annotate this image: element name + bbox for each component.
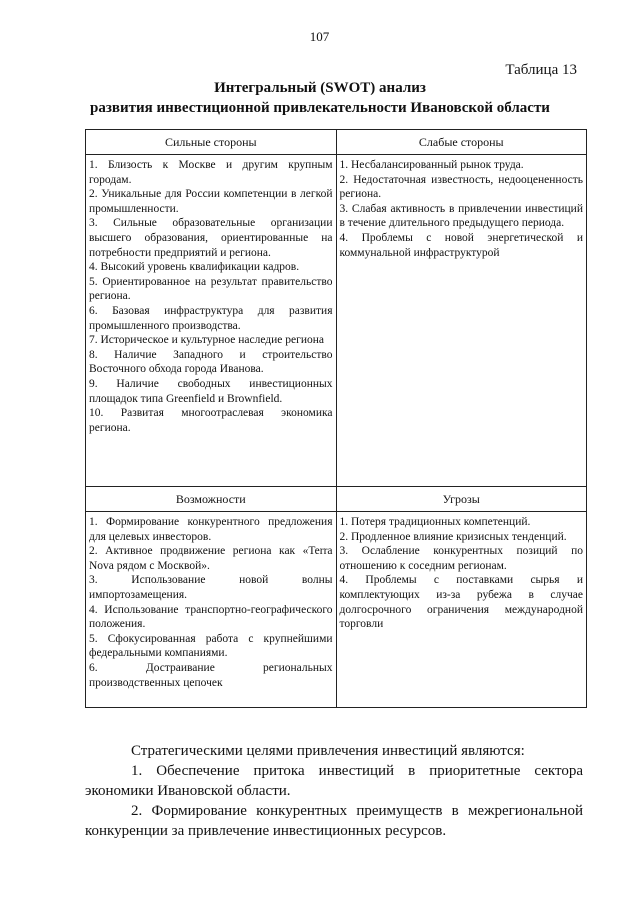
strength-item: 8. Наличие Западного и строительство Восточного обхода города Иванова. <box>89 348 333 376</box>
strength-item: 1. Близость к Москве и другим крупным городам. <box>89 159 333 186</box>
weakness-item: 3. Слабая активность в привлечении инвестиций в течение длительного предыдущего периода. <box>339 202 583 230</box>
strength-item: 6. Базовая инфраструктура для развития промышленного производства. <box>89 304 333 332</box>
threat-item: 3. Ослабление конкурентных позиций по отношению к соседним регионам. <box>339 545 583 572</box>
swot-header-row-bottom <box>86 487 587 512</box>
threat-item: 2. Продленное влияние кризисных тенденций. <box>339 530 567 543</box>
title-line-2: развития инвестиционной привлекательности Ивановской области <box>90 100 550 116</box>
title-line-1: Интегральный (SWOT) анализ <box>214 80 426 96</box>
weaknesses-cell <box>336 155 587 487</box>
opportunity-item: 5. Сфокусированная работа с крупнейшими федеральными компаниями. <box>89 632 333 660</box>
opportunity-item: 2. Активное продвижение региона как «Terra Nova рядом с Москвой». <box>89 545 333 572</box>
swot-content-row-top <box>86 155 587 487</box>
opportunity-item: 3. Использование новой волны импортозамещения. <box>89 574 333 601</box>
opportunity-item: 6. Достраивание региональных производственных цепочек <box>89 661 333 689</box>
page-number: 107 <box>309 29 330 44</box>
strength-item: 4. Высокий уровень квалификации кадров. <box>89 261 300 274</box>
threat-item: 4. Проблемы с поставками сырья и комплектующих из-за рубежа в случае долгосрочного ограничения международной торговли <box>339 574 583 631</box>
weakness-item: 4. Проблемы с новой энергетической и коммунальной инфраструктурой <box>339 231 583 259</box>
goal-paragraph: 1. Обеспечение притока инвестиций в приоритетные сектора экономики Ивановской области. <box>85 763 583 799</box>
weakness-item: 1. Несбалансированный рынок труда. <box>339 159 524 171</box>
strength-item: 3. Сильные образовательные организации высшего образования, ориентированные на потребности предприятий и региона. <box>89 217 333 259</box>
strength-item: 9. Наличие свободных инвестиционных площадок типа Greenfield и Brownfield. <box>89 377 333 405</box>
strengths-cell <box>86 155 337 487</box>
opportunities-cell <box>86 512 337 708</box>
strength-item: 10. Развитая многоотраслевая экономика региона. <box>89 407 333 434</box>
swot-header-row-top <box>86 130 587 155</box>
weakness-item: 2. Недостаточная известность, недооцененность региона. <box>339 173 583 201</box>
strength-item: 5. Ориентированное на результат правительство региона. <box>89 275 333 303</box>
strength-item: 7. Историческое и культурное наследие региона <box>89 334 325 347</box>
weaknesses-header: Слабые стороны <box>336 130 587 155</box>
swot-table <box>85 129 587 708</box>
opportunities-header: Возможности <box>86 487 337 512</box>
goals-intro: Стратегическими целями привлечения инвестиций являются: <box>131 743 525 759</box>
strength-item: 2. Уникальные для России компетенции в легкой промышленности. <box>89 188 333 215</box>
table-title <box>60 78 580 118</box>
threats-header: Угрозы <box>336 487 587 512</box>
opportunity-item: 1. Формирование конкурентного предложения для целевых инвесторов. <box>89 516 333 543</box>
goal-paragraph: 2. Формирование конкурентных преимуществ в межрегиональной конкуренции за привлечение инвестиционных ресурсов. <box>85 803 583 839</box>
threat-item: 1. Потеря традиционных компетенций. <box>339 516 531 528</box>
opportunity-item: 4. Использование транспортно-географического положения. <box>89 603 333 631</box>
threats-cell <box>336 512 587 708</box>
table-label: Таблица 13 <box>505 62 577 78</box>
strengths-header: Сильные стороны <box>86 130 337 155</box>
swot-content-row-bottom <box>86 512 587 708</box>
